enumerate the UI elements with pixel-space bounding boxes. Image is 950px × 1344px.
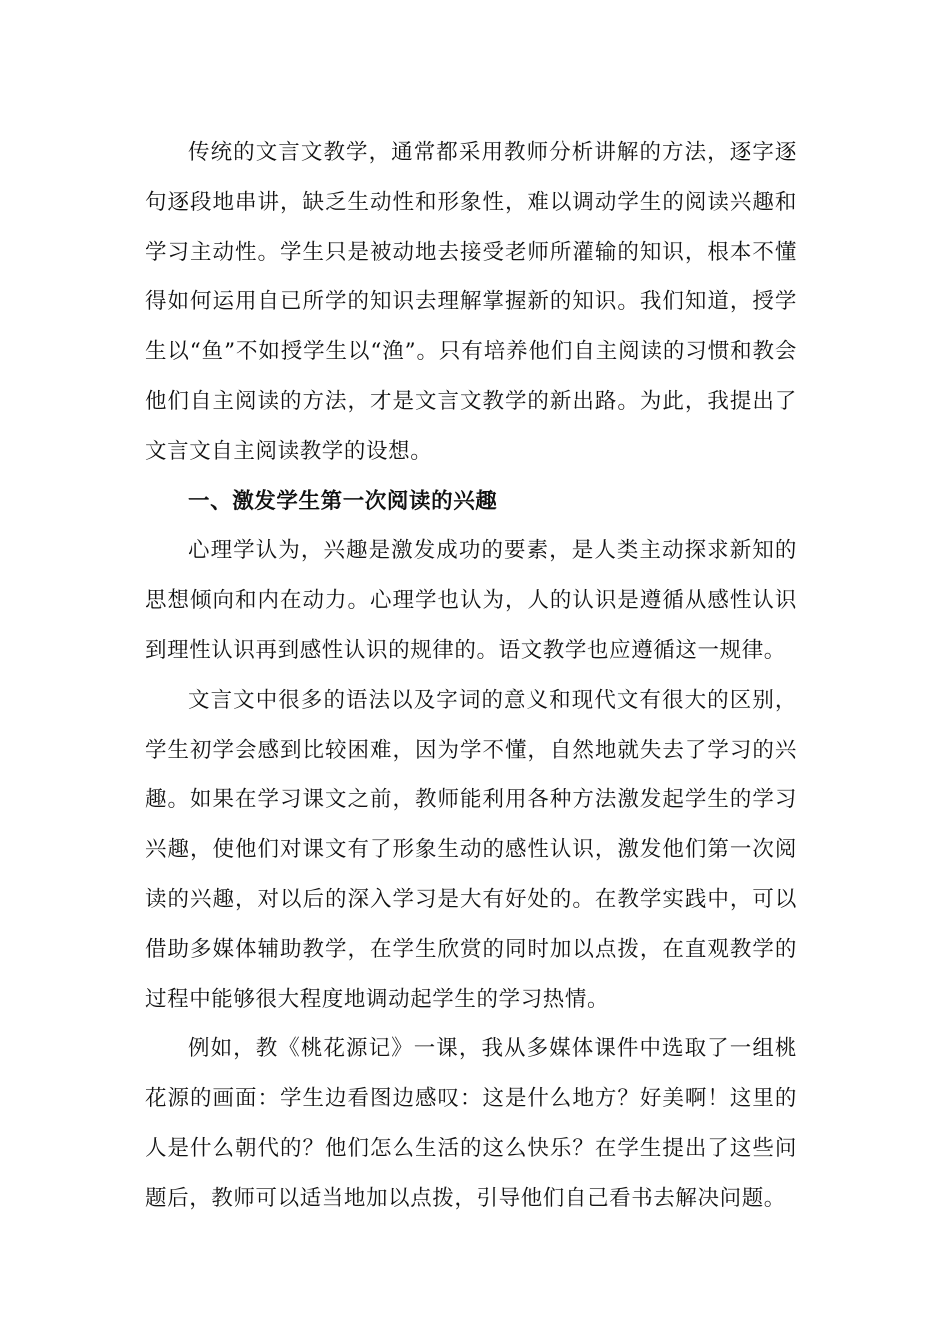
body-paragraph: 心理学认为，兴趣是激发成功的要素，是人类主动探求新知的思想倾向和内在动力。心理学也认为，人的认识是遵循从感性认识到理性认识再到感性认识的规律的。语文教学也应遵循这一规律。 xyxy=(145,538,797,663)
document-page xyxy=(145,128,797,1224)
body-paragraph: 例如，教《桃花源记》一课，我从多媒体课件中选取了一组桃花源的画面：学生边看图边感叹：这是什么地方？好美啊！这里的人是什么朝代的？他们怎么生活的这么快乐？在学生提出了这些问题后，教师可以适当地加以点拨，引导他们自己看书去解决问题。 xyxy=(145,1036,797,1211)
body-paragraph: 文言文中很多的语法以及字词的意义和现代文有很大的区别，学生初学会感到比较困难，因为学不懂，自然地就失去了学习的兴趣。如果在学习课文之前，教师能利用各种方法激发起学生的学习兴趣，使他们对课文有了形象生动的感性认识，激发他们第一次阅读的兴趣，对以后的深入学习是大有好处的。在教学实践中，可以借助多媒体辅助教学，在学生欣赏的同时加以点拨，在直观教学的过程中能够很大程度地调动起学生的学习热情。 xyxy=(145,687,797,1012)
intro-paragraph: 传统的文言文教学，通常都采用教师分析讲解的方法，逐字逐句逐段地串讲，缺乏生动性和形象性，难以调动学生的阅读兴趣和学习主动性。学生只是被动地去接受老师所灌输的知识，根本不懂得如何运用自已所学的知识去理解掌握新的知识。我们知道，授学生以“鱼”不如授学生以“渔”。只有培养他们自主阅读的习惯和教会他们自主阅读的方法，才是文言文教学的新出路。为此，我提出了文言文自主阅读教学的设想。 xyxy=(145,140,797,464)
section-heading: 一、激发学生第一次阅读的兴趣 xyxy=(188,488,498,514)
